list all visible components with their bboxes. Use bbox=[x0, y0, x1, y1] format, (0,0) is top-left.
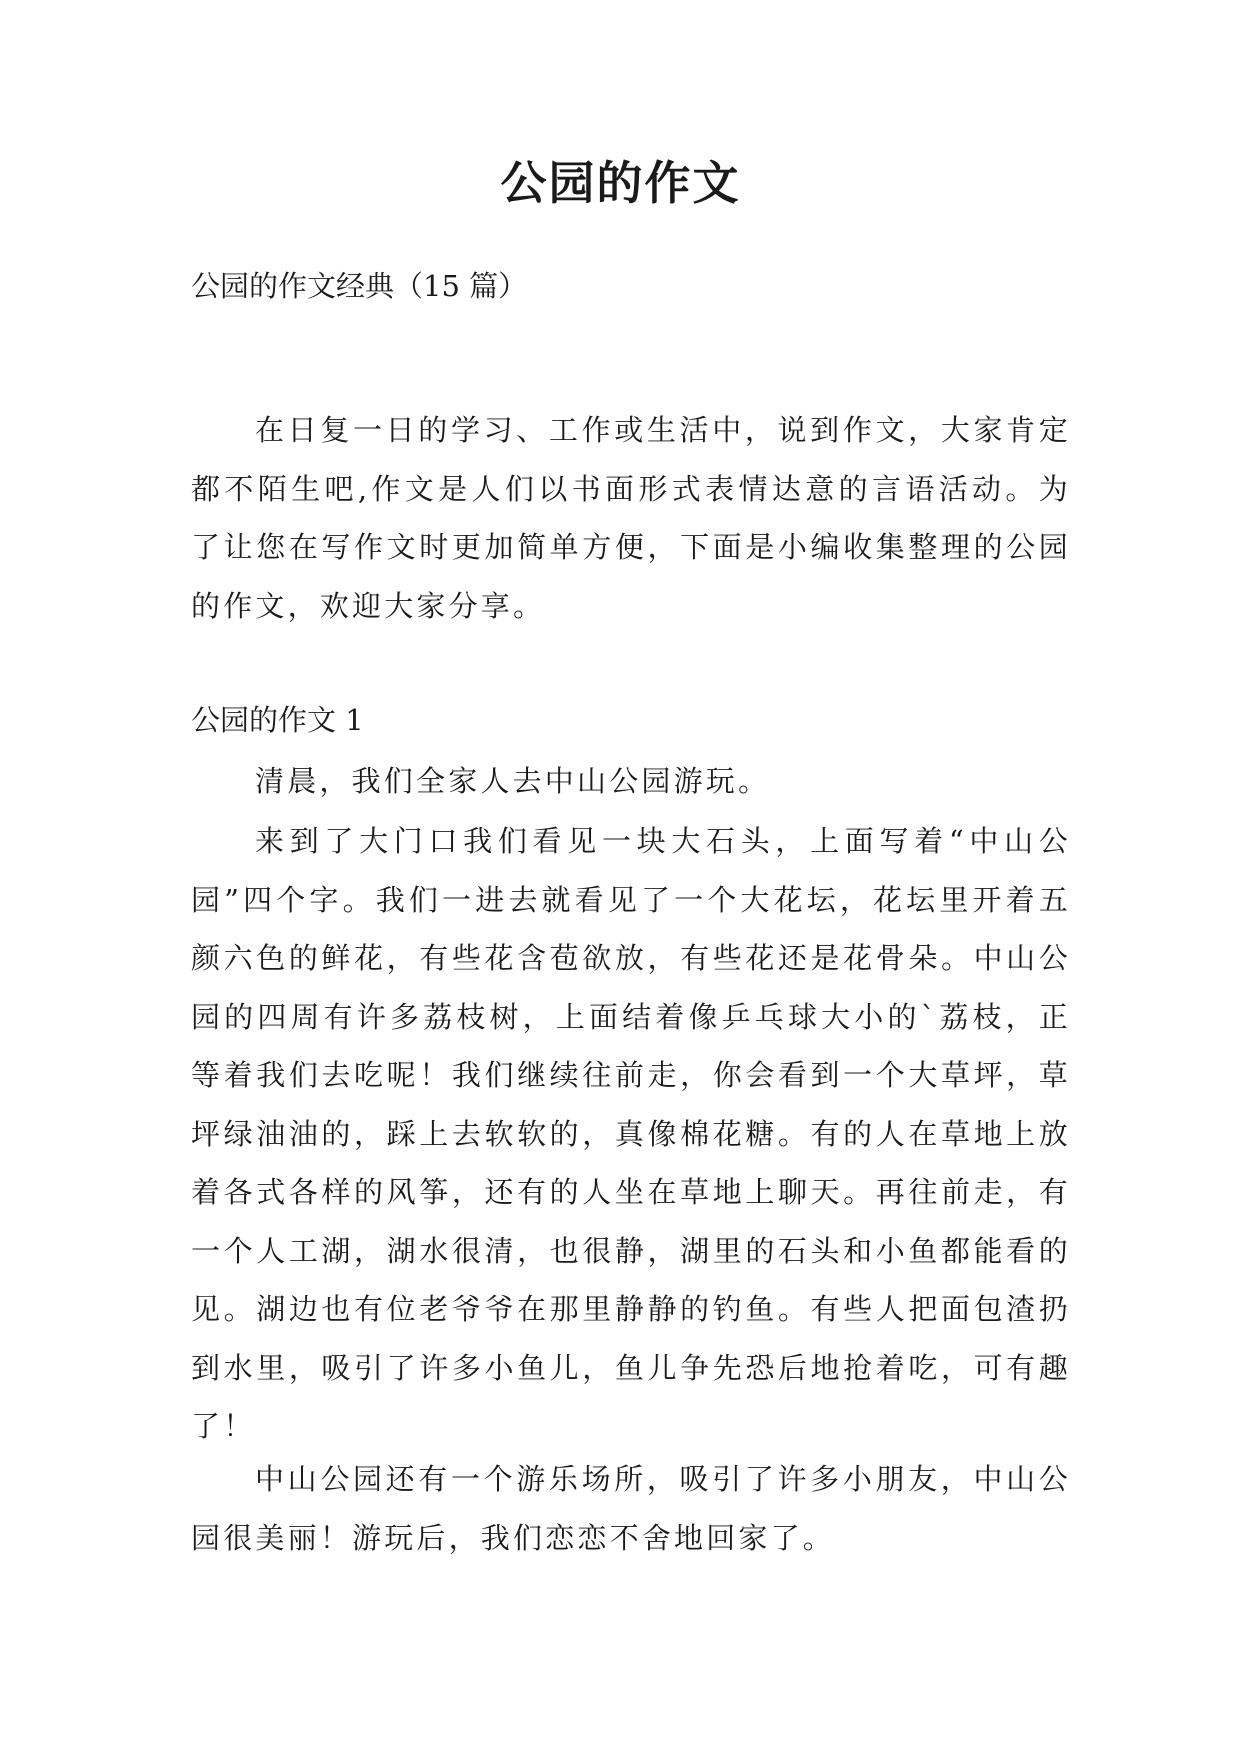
section-heading: 公园的作文 1 bbox=[191, 703, 364, 737]
body-paragraph: 来到了大门口我们看见一块大石头，上面写着“中山公园”四个字。我们一进去就看见了一个大花坛，花坛里开着五颜六色的鲜花，有些花含苞欲放，有些花还是花骨朵。中山公园的四周有许多荔枝树，上面结着像乒乓球大小的`荔枝，正等着我们去吃呢！我们继续往前走，你会看到一个大草坪，草坪绿油油的，踩上去软软的，真像棉花糖。有的人在草地上放着各式各样的风筝，还有的人坐在草地上聊天。再往前走，有一个人工湖，湖水很清，也很静，湖里的石头和小鱼都能看的见。湖边也有位老爷爷在那里静静的钓鱼。有些人把面包渣扔到水里，吸引了许多小鱼儿，鱼儿争先恐后地抢着吃，可有趣了！ bbox=[191, 824, 1071, 1443]
body-paragraph: 中山公园还有一个游乐场所，吸引了许多小朋友，中山公园很美丽！游玩后，我们恋恋不舍地回家了。 bbox=[191, 1462, 1071, 1555]
body-paragraph: 清晨，我们全家人去中山公园游玩。 bbox=[255, 764, 771, 798]
intro-paragraph: 在日复一日的学习、工作或生活中，说到作文，大家肯定都不陌生吧,作文是人们以书面形式表情达意的言语活动。为了让您在写作文时更加简单方便，下面是小编收集整理的公园的作文，欢迎大家分享。 bbox=[191, 413, 1071, 623]
document-title: 公园的作文 bbox=[500, 156, 741, 210]
document-subtitle: 公园的作文经典（15 篇） bbox=[191, 269, 528, 303]
